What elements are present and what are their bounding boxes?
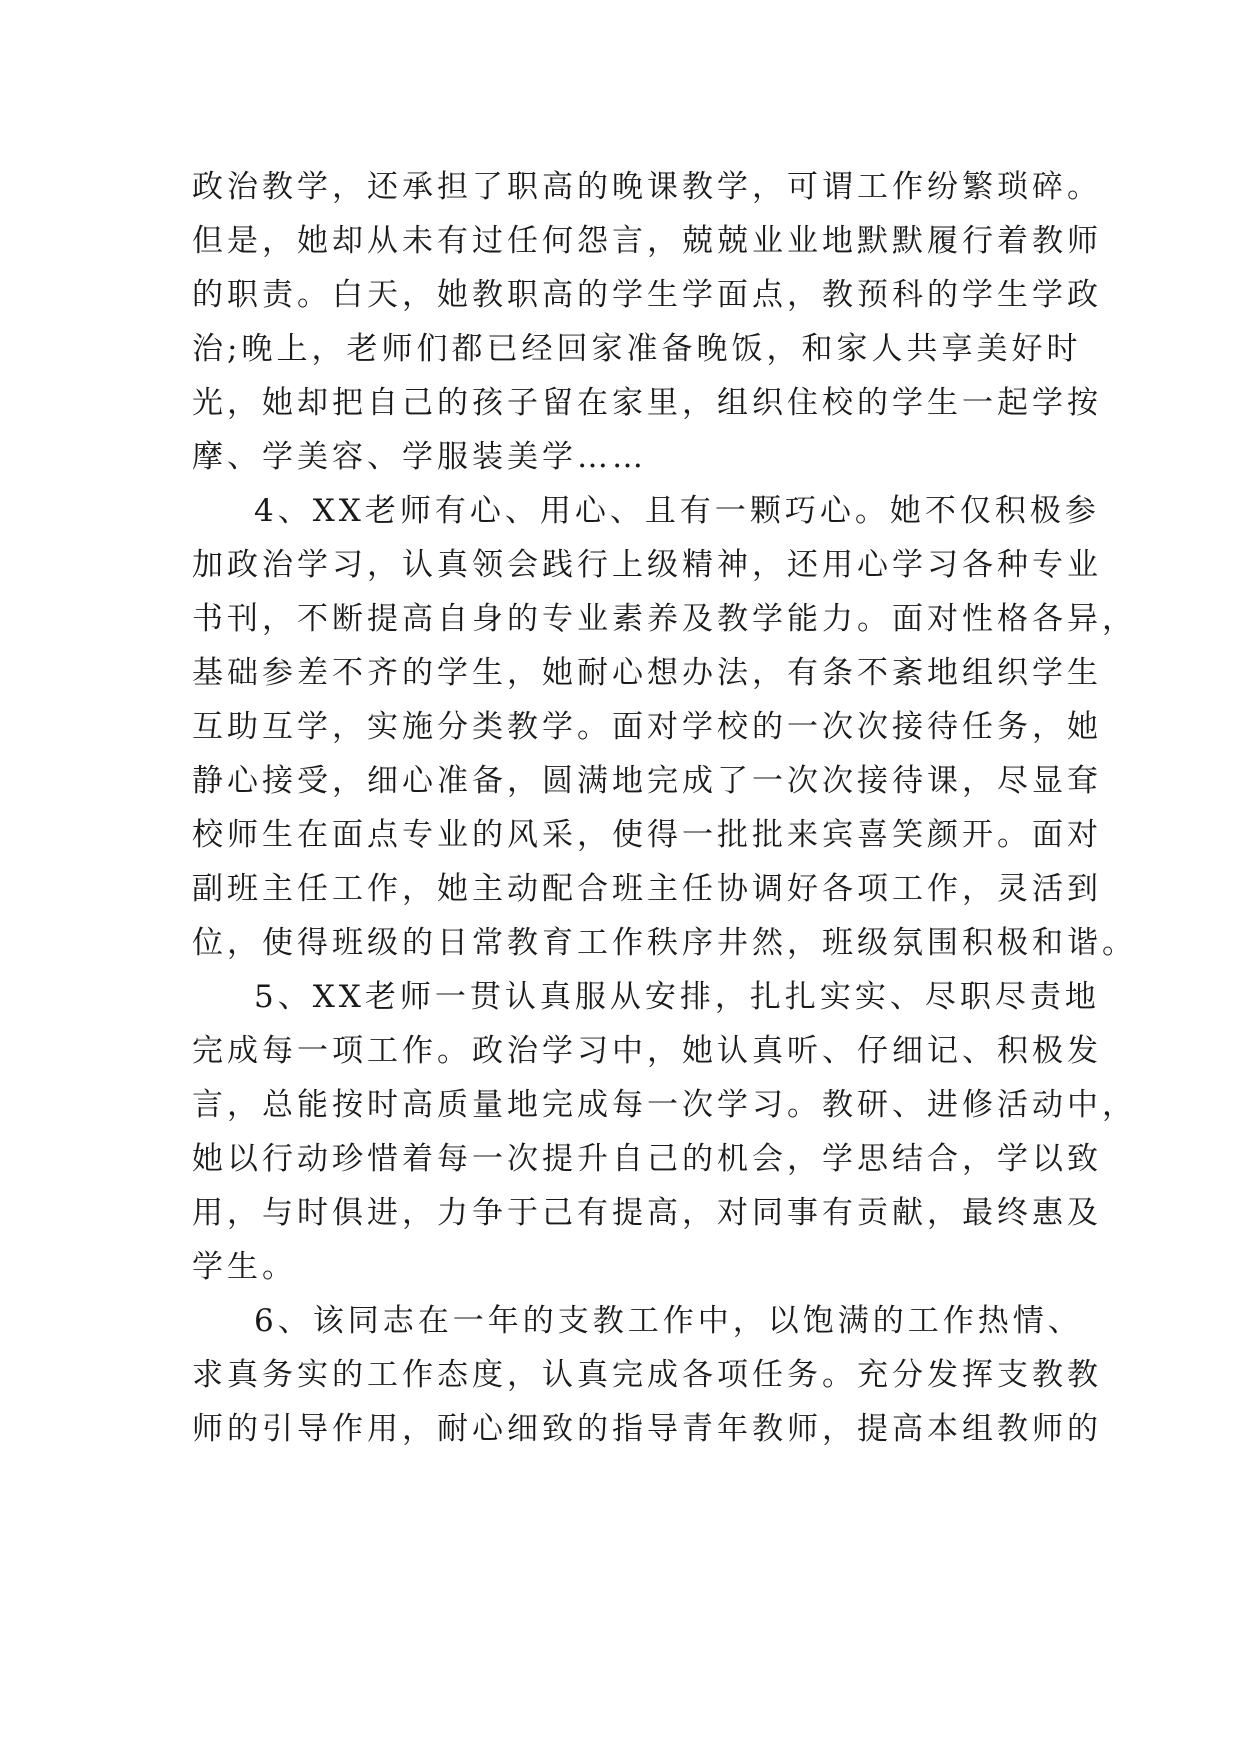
paragraph-start-6: 6、该同志在一年的支教工作中，以饱满的工作热情、 [254, 1303, 1083, 1339]
text-line: 位，使得班级的日常教育工作秩序井然，班级氛围积极和谐。 [192, 925, 1137, 961]
text-line: 光，她却把自己的孩子留在家里，组织住校的学生一起学按 [192, 385, 1102, 421]
text-line: 书刊，不断提高自身的专业素养及教学能力。面对性格各异， [192, 601, 1137, 637]
text-line: 加政治学习，认真领会践行上级精神，还用心学习各种专业 [192, 547, 1102, 583]
text-line: 治;晚上，老师们都已经回家准备晚饭，和家人共享美好时 [192, 331, 1082, 367]
text-line: 用，与时俱进，力争于己有提高，对同事有贡献，最终惠及 [192, 1195, 1102, 1231]
text-line: 师的引导作用，耐心细致的指导青年教师，提高本组教师的 [192, 1411, 1102, 1447]
paragraph-start-5: 5、XX老师一贯认真服从安排，扎扎实实、尽职尽责地 [254, 979, 1100, 1015]
text-line: 求真务实的工作态度，认真完成各项任务。充分发挥支教教 [192, 1357, 1102, 1393]
text-line: 静心接受，细心准备，圆满地完成了一次次接待课，尽显耷 [192, 763, 1102, 799]
text-line: 副班主任工作，她主动配合班主任协调好各项工作，灵活到 [192, 871, 1102, 907]
text-line: 她以行动珍惜着每一次提升自己的机会，学思结合，学以致 [192, 1141, 1102, 1177]
text-line: 的职责。白天，她教职高的学生学面点，教预科的学生学政 [192, 277, 1102, 313]
text-line: 完成每一项工作。政治学习中，她认真听、仔细记、积极发 [192, 1033, 1102, 1069]
text-line: 互助互学，实施分类教学。面对学校的一次次接待任务，她 [192, 709, 1102, 745]
text-line: 言，总能按时高质量地完成每一次学习。教研、进修活动中， [192, 1087, 1137, 1123]
paragraph-start-4: 4、XX老师有心、用心、且有一颗巧心。她不仅积极参 [254, 493, 1100, 529]
text-line: 但是，她却从未有过任何怨言，兢兢业业地默默履行着教师 [192, 223, 1102, 259]
text-line: 基础参差不齐的学生，她耐心想办法，有条不紊地组织学生 [192, 655, 1102, 691]
text-line: 学生。 [192, 1249, 297, 1285]
text-line: 校师生在面点专业的风采，使得一批批来宾喜笑颜开。面对 [192, 817, 1102, 853]
document-body [192, 160, 1137, 1456]
text-line: 摩、学美容、学服装美学…… [192, 439, 647, 475]
text-line: 政治教学，还承担了职高的晚课教学，可谓工作纷繁琐碎。 [192, 169, 1102, 205]
